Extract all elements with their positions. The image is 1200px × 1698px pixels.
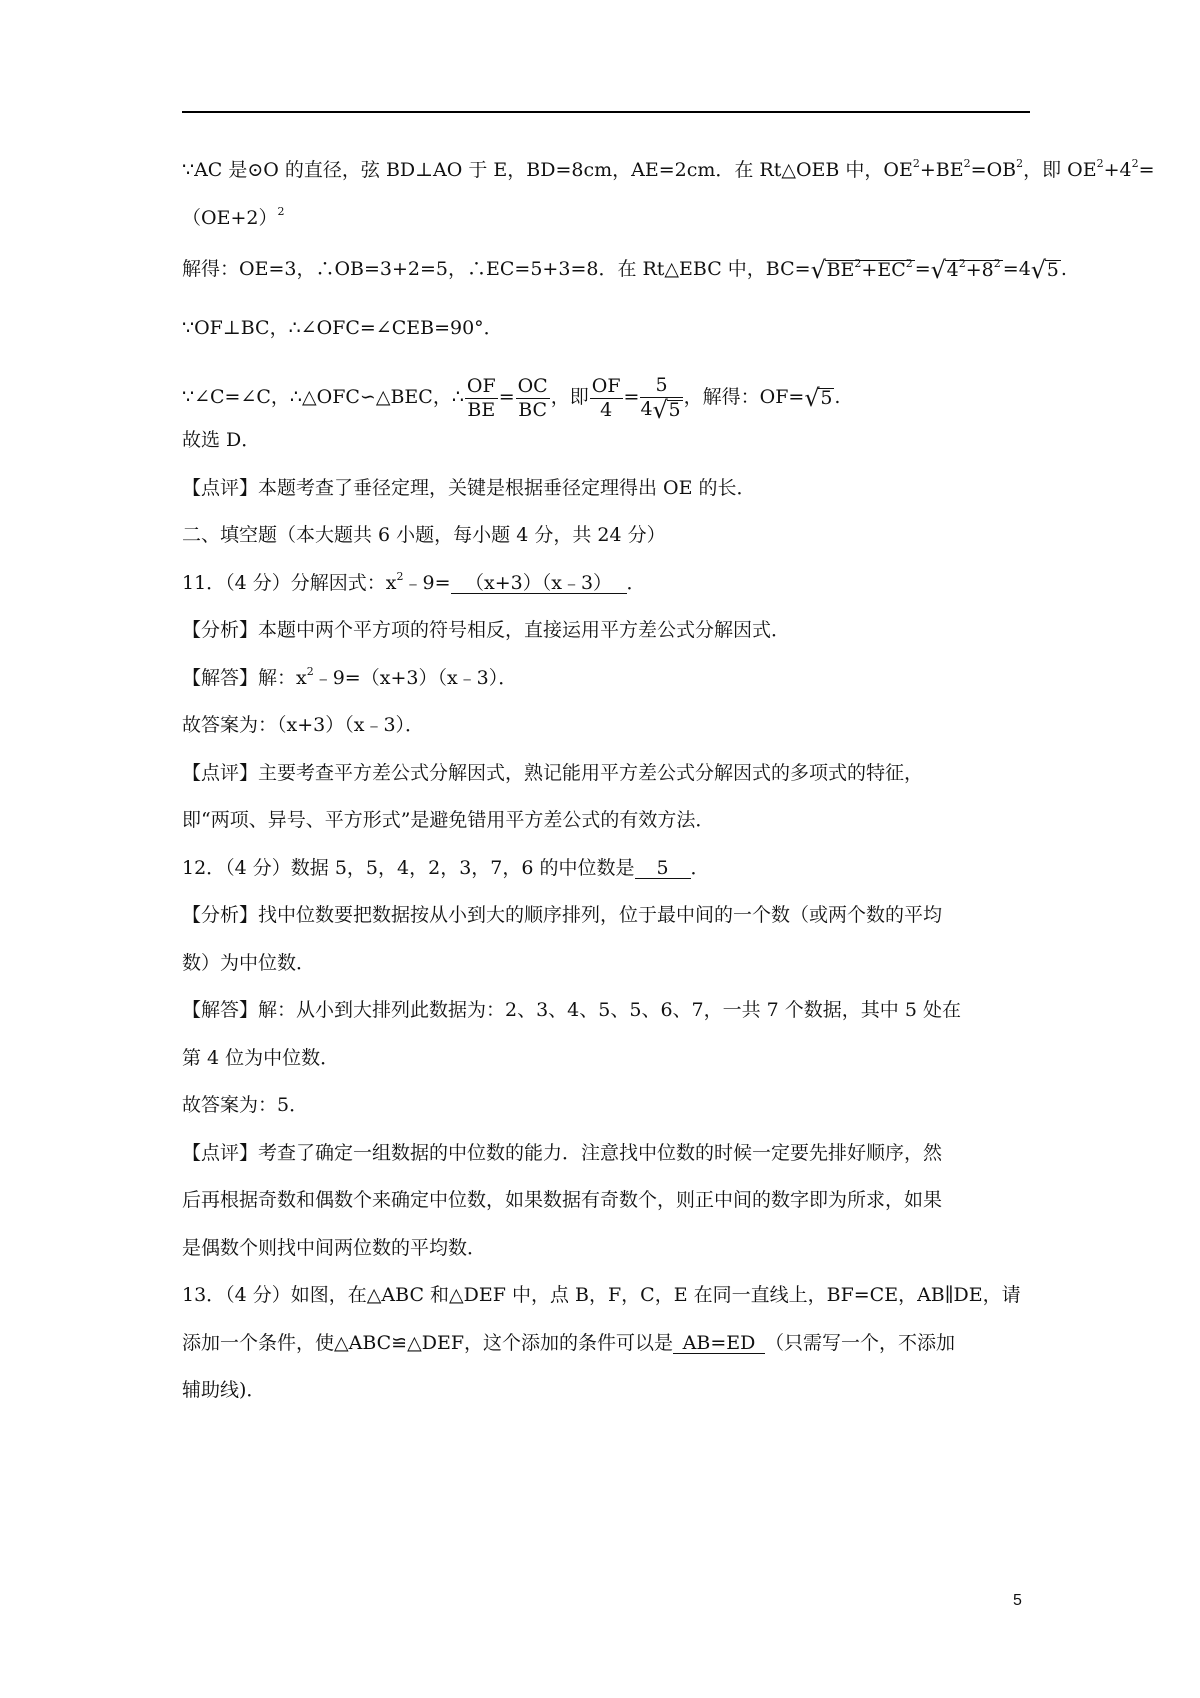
sqrt-expression-1: √ $BE^2+EC^2$ bbox=[811, 260, 915, 280]
question-13-line-3: 辅助线)． bbox=[182, 1379, 266, 1401]
sqrt-expression-2: √ $4^2+8^2$ bbox=[931, 260, 1003, 280]
solution-11: 【解答】解：$x^2﹣9=(x+3)(x﹣3)$． bbox=[182, 665, 518, 689]
section-heading: 二、填空题（本大题共 6 小题，每小题 4 分，共 24 分） bbox=[182, 524, 666, 546]
sqrt-5: √ 5 bbox=[804, 388, 834, 408]
comment-q10: 【点评】本题考查了垂径定理，关键是根据垂径定理得出 OE 的长． bbox=[182, 477, 756, 499]
solution-line-3: 解得：OE=3，∴OB=3+2=5，∴EC=5+3=8．在 Rt△EBC 中，BC=√ $BE^2+EC^2$ =√ $4^2+8^2 =4√$ 5 . bbox=[182, 260, 1067, 280]
solution-line-2: $(OE+2)^2$ bbox=[182, 205, 285, 229]
fraction-oc-bc: $\frac{OC}{BC}$ bbox=[517, 374, 548, 421]
answer-blank-12: 5 bbox=[635, 859, 691, 879]
page-number: 5 bbox=[1013, 1592, 1022, 1609]
analysis-12-line-1: 【分析】找中位数要把数据按从小到大的顺序排列，位于最中间的一个数（或两个数的平均 bbox=[182, 904, 943, 926]
sqrt-expression-3: √ 5 bbox=[1031, 260, 1061, 280]
answer-12: 故答案为：5． bbox=[182, 1094, 309, 1116]
question-13-line-2: 添加一个条件，使△ABC≌△DEF，这个添加的条件可以是 AB=ED （只需写一个，不添加 bbox=[182, 1332, 956, 1354]
fraction-of-be: $\frac{OF}{BE}$ bbox=[466, 374, 496, 421]
fraction-of-4: $\frac{OF}{4}$ bbox=[591, 374, 621, 421]
comment-12-line-2: 后再根据奇数和偶数个来确定中位数，如果数据有奇数个，则正中间的数字即为所求，如果 bbox=[182, 1189, 943, 1211]
comment-11-line-1: 【点评】主要考查平方差公式分解因式，熟记能用平方差公式分解因式的多项式的特征， bbox=[182, 762, 924, 784]
solution-12-line-1: 【解答】解：从小到大排列此数据为：2、3、4、5、5、6、7，一共 7 个数据，其中 5 处在 bbox=[182, 999, 961, 1021]
analysis-11: 【分析】本题中两个平方项的符号相反，直接运用平方差公式分解因式． bbox=[182, 619, 791, 641]
solution-line-5: ∵∠C=∠C，∴△OFC∽△BEC，∴ $\frac{OF}{BE}$ = $\frac{OC}{BC}$ ，即 $\frac{OF}{4}$ = $\frac{5}{4√ 5}$ ，解得：OF=√ 5 . bbox=[182, 376, 840, 420]
comment-11-line-2: 即“两项、异号、平方形式”是避免错用平方差公式的有效方法． bbox=[182, 809, 715, 831]
solution-line-4: ∵OF⊥BC，∴∠OFC=∠CEB=90°． bbox=[182, 317, 503, 339]
header-rule bbox=[182, 111, 1030, 113]
analysis-12-line-2: 数）为中位数． bbox=[182, 952, 316, 974]
fraction-5-4sqrt5: $\frac{5}{4√ 5}$ bbox=[640, 376, 682, 420]
answer-11: 故答案为：（x+3）（x﹣3）． bbox=[182, 714, 425, 736]
comment-12-line-1: 【点评】考查了确定一组数据的中位数的能力．注意找中位数的时候一定要先排好顺序，然 bbox=[182, 1142, 943, 1164]
question-12: 12．（4 分）数据 5，5，4，2，3，7，6 的中位数是 5 ． bbox=[182, 857, 710, 879]
solution-line-1: ∵AC 是⊙O 的直径，弦 BD⊥AO 于 E，BD=8cm，AE=2cm．在 Rt△OEB 中，$OE^2+BE^2=OB^2$，即 $OE^2+4^2=$ bbox=[182, 157, 1155, 181]
question-11: 11．（4 分）分解因式：$x^2﹣9=$ （x+3）（x﹣3） ． bbox=[182, 570, 646, 594]
answer-blank-13: AB=ED bbox=[673, 1334, 765, 1354]
solution-12-line-2: 第 4 位为中位数． bbox=[182, 1047, 340, 1069]
comment-12-line-3: 是偶数个则找中间两位数的平均数． bbox=[182, 1237, 487, 1259]
answer-blank-11: （x+3）（x﹣3） bbox=[451, 574, 627, 594]
answer-choice: 故选 D． bbox=[182, 429, 261, 451]
question-13-line-1: 13．（4 分）如图，在△ABC 和△DEF 中，点 B，F，C，E 在同一直线上，BF=CE，AB∥DE，请 bbox=[182, 1284, 1021, 1306]
